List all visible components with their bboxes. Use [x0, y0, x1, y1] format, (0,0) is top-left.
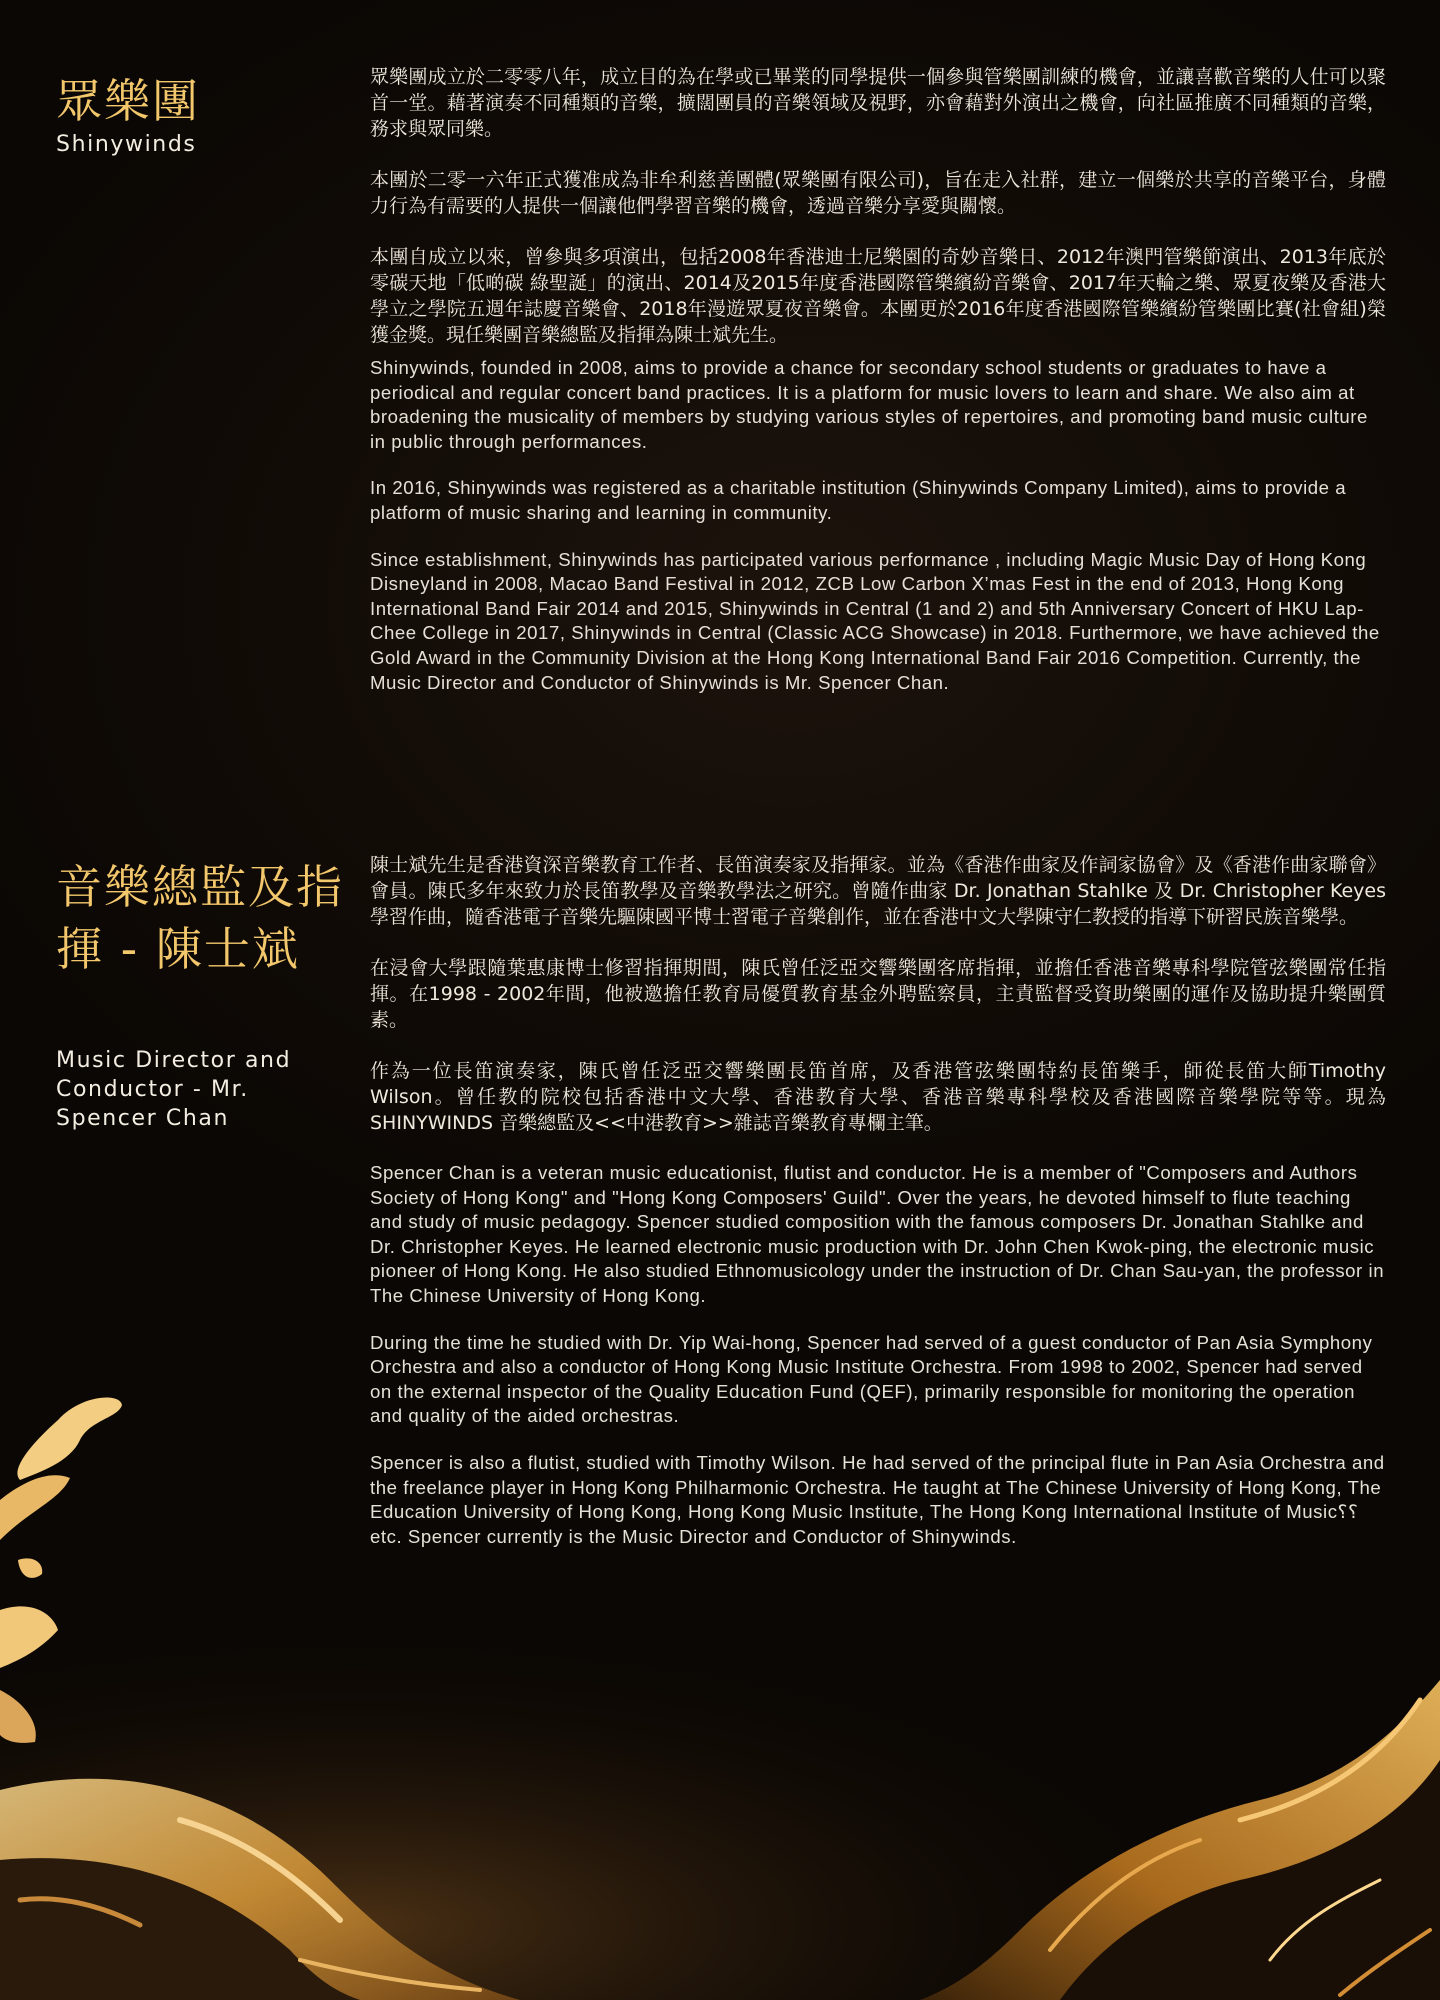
paragraph-zh: 眾樂團成立於二零零八年，成立目的為在學或已畢業的同學提供一個參與管樂團訓練的機會，並讓喜歡音樂的人仕可以聚首一堂。藉著演奏不同種類的音樂，擴闊團員的音樂領域及視野，亦會藉對外演出之機會，向社區推廣不同種類的音樂，務求與眾同樂。 — [370, 66, 1386, 140]
paragraph-zh: 陳士斌先生是香港資深音樂教育工作者、長笛演奏家及指揮家。並為《香港作曲家及作詞家協會》及《香港作曲家聯會》會員。陳氏多年來致力於長笛教學及音樂教學法之研究。曾隨作曲家 Dr. Jonathan Stahlke 及 Dr. Christopher Keyes 學習作曲，隨香港電子音樂先驅陳國平博士習電子音樂創作，並在香港中文大學陳守仁教授的指導下研習民族音樂學。 — [370, 854, 1386, 928]
paragraph-en: In 2016, Shinywinds was registered as a charitable institution (Shinywinds Company Limited), aims to provide a platform of music sharing and learning in community. — [370, 477, 1347, 523]
section-body — [370, 64, 1386, 717]
section-heading-en: Shinywinds — [56, 132, 197, 157]
splash-left-1 — [17, 1397, 122, 1480]
paragraph-en: Spencer Chan is a veteran music educationist, flutist and conductor. He is a member of "Composers and Authors Society of Hong Kong" and "Hong Kong Composers' Guild". Over the years, he devoted himself to flute teaching and study of music pedagogy. Spencer studied composition with the famous composers Dr. Jonathan Stahlke and Dr. Christopher Keyes. He learned electronic music production with Dr. John Chen Kwok-ping, the electronic music pioneer of Hong Kong. He also studied Ethnomusicology under the instruction of Dr. Chan Sau-yan, the professor in The Chinese University of Hong Kong. — [370, 1162, 1385, 1306]
paragraph-en: Shinywinds, founded in 2008, aims to provide a chance for secondary school students or graduates to have a periodical and regular concert band practices. It is a platform for music lovers to learn and share. We also aim at broadening the musicality of members by studying various styles of repertoires, and promoting band music culture in public through performances. — [370, 357, 1368, 452]
paragraph-zh: 本團自成立以來，曾參與多項演出，包括2008年香港迪士尼樂園的奇妙音樂日、2012年澳門管樂節演出、2013年底於零碳天地「低啲碳 綠聖誕」的演出、2014及2015年度香港國際管樂繽紛音樂會、2017年天輪之樂、眾夏夜樂及香港大學立之學院五週年誌慶音樂會、2018年漫遊眾夏夜音樂會。本團更於2016年度香港國際管樂繽紛管樂團比賽(社會組)榮獲金獎。現任樂團音樂總監及指揮為陳士斌先生。 — [370, 246, 1386, 346]
paragraph-zh: 本團於二零一六年正式獲准成為非牟利慈善團體(眾樂團有限公司)，旨在走入社群，建立一個樂於共享的音樂平台，身體力行為有需要的人提供一個讓他們學習音樂的機會，透過音樂分享愛與關懷。 — [370, 169, 1386, 217]
paragraph-zh: 在浸會大學跟隨葉惠康博士修習指揮期間，陳氏曾任泛亞交響樂團客席指揮，並擔任香港音樂專科學院管弦樂團常任指揮。在1998 - 2002年間，他被邀擔任教育局優質教育基金外聘監察員，主責監督受資助樂團的運作及協助提升樂團質素。 — [370, 957, 1386, 1031]
section-heading-zh: 音樂總監及指揮 - 陳士斌 — [56, 860, 344, 976]
paragraph-zh: 作為一位長笛演奏家，陳氏曾任泛亞交響樂團長笛首席，及香港管弦樂團特約長笛樂手，師從長笛大師Timothy Wilson。曾任教的院校包括香港中文大學、香港教育大學、香港音樂專科學校及香港國際音樂學院等等。現為SHINYWINDS 音樂總監及<<中港教育>>雜誌音樂教育專欄主筆。 — [370, 1060, 1386, 1134]
paragraph-en: Spencer is also a flutist, studied with Timothy Wilson. He had served of the principal flute in Pan Asia Orchestra and the freelance player in Hong Kong Philharmonic Orchestra. He taught at The Chinese University of Hong Kong, The Education University of Hong Kong, Hong Kong Music Institute, The Hong Kong International Institute of Music⸮⸮etc. Spencer currently is the Music Director and Conductor of Shinywinds. — [370, 1451, 1385, 1547]
paragraph-en: During the time he studied with Dr. Yip Wai-hong, Spencer had served of a guest conductor of Pan Asia Symphony Orchestra and also a conductor of Hong Kong Music Institute Orchestra. From 1998 to 2002, Spencer had served on the external inspector of the Quality Education Fund (QEF), primarily responsible for monitoring the operation and quality of the aided orchestras. — [370, 1331, 1373, 1427]
section-heading-zh: 眾樂團 — [56, 74, 200, 128]
section-body — [370, 852, 1386, 1571]
paragraph-en: Since establishment, Shinywinds has participated various performance , including Magic Music Day of Hong Kong Disneyland in 2008, Macao Band Festival in 2012, ZCB Low Carbon X’mas Fest in the end of 2013, Hong Kong International Band Fair 2014 and 2015, Shinywinds in Central (1 and 2) and 5th Anniversary Concert of HKU Lap-Chee College in 2017, Shinywinds in Central (Classic ACG Showcase) in 2018. Furthermore, we have achieved the Gold Award in the Community Division at the Hong Kong International Band Fair 2016 Competition. Currently, the Music Director and Conductor of Shinywinds is Mr. Spencer Chan. — [370, 548, 1380, 693]
section-heading-en: Music Director and Conductor - Mr. Spencer Chan — [56, 1048, 292, 1131]
